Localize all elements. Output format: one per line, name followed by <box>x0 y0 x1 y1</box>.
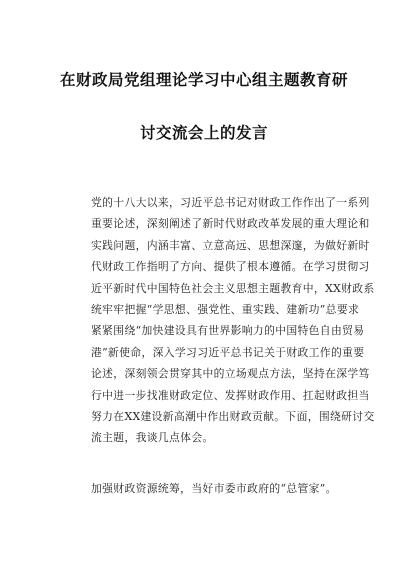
paragraph-line: 统牢牢把握“学思想、强党性、重实践、建新功”总要求 <box>91 303 360 317</box>
paragraph-line: 努力在XX建设新高潮中作出财政贡献。下面，围绕研讨交 <box>91 410 375 424</box>
document-title-line-2: 讨交流会上的发言 <box>139 124 268 142</box>
paragraph-line: 近平新时代中国特色社会主义思想主题教育中，XX财政系 <box>91 281 375 295</box>
paragraph-line: 代财政工作指明了方向、提供了根本遵循。在学习贯彻习 <box>91 260 370 274</box>
paragraph-line: 流主题，我谈几点体会。 <box>91 431 214 445</box>
document-title-line-1: 在财政局党组理论学习中心组主题教育研 <box>59 71 348 89</box>
paragraph-line: 论述，深刻领会贯穿其中的立场观点方法，坚持在深学笃 <box>91 367 370 381</box>
paragraph-line: 紧紧围绕“加快建设具有世界影响力的中国特色自由贸易 <box>91 324 365 338</box>
paragraph-line: 重要论述，深刻阐述了新时代财政改革发展的重大理论和 <box>91 217 370 231</box>
section-heading: 加强财政资源统筹，当好市委市政府的“总管家”。 <box>91 482 337 495</box>
body-paragraph <box>91 192 381 449</box>
paragraph-line: 行中进一步找准财政定位、发挥财政作用、扛起财政担当 <box>91 388 370 402</box>
paragraph-line: 党的十八大以来，习近平总书记对财政工作作出了一系列 <box>91 196 370 209</box>
paragraph-line: 实践问题，内涵丰富、立意高远、思想深邃，为做好新时 <box>91 238 370 252</box>
paragraph-line: 港”新使命，深入学习习近平总书记关于财政工作的重要 <box>91 345 365 359</box>
